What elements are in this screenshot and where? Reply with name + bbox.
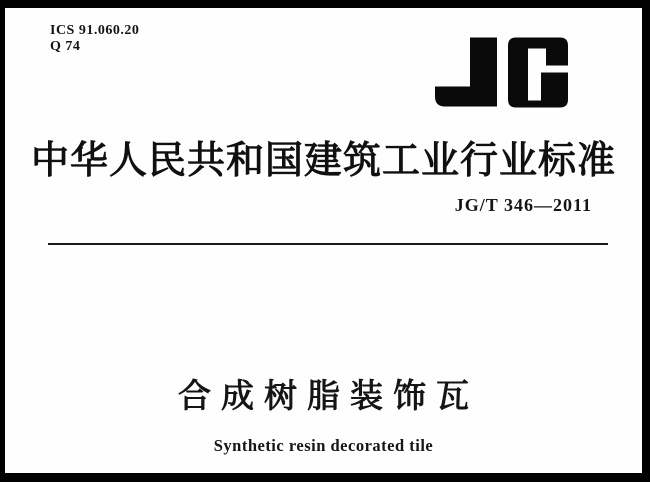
standard-number: JG/T 346—2011: [454, 195, 592, 215]
classification-code: Q 74: [50, 39, 81, 54]
divider-rule: [48, 243, 608, 245]
jg-logo-letter-j: [435, 38, 497, 107]
header-title: 中华人民共和国建筑工业行业标准: [30, 140, 616, 182]
cover-page: [5, 8, 642, 473]
ics-code: ICS 91.060.20: [50, 23, 140, 38]
jg-logo-letter-g: [508, 38, 568, 108]
document-title-en: Synthetic resin decorated tile: [213, 436, 434, 455]
classification-block: [50, 23, 139, 55]
document-title-cn: 合成树脂装饰瓦: [178, 377, 479, 414]
jg-logo: [435, 37, 568, 108]
